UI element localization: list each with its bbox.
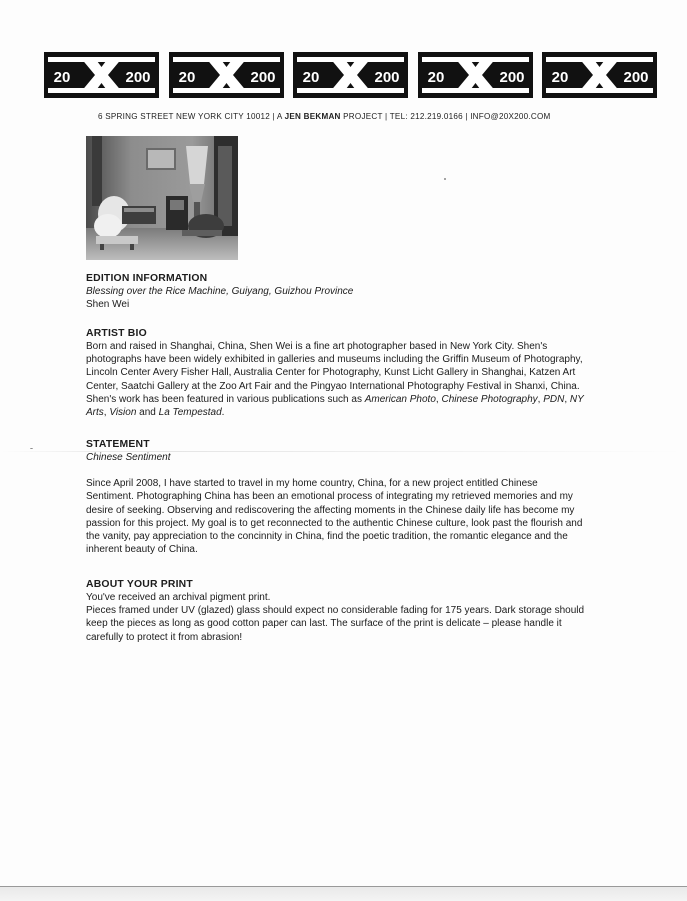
publication-name: American Photo xyxy=(364,393,436,405)
bio-line xyxy=(86,393,606,406)
svg-text:200: 200 xyxy=(374,69,400,86)
statement-heading: STATEMENT xyxy=(86,439,150,450)
contact-address xyxy=(98,112,598,121)
publication-name: Vision xyxy=(109,407,137,419)
statement-line: passion for this project. My goal is to get reconnected to the authentic Chinese culture, look past the flourish and xyxy=(86,517,583,529)
statement-section xyxy=(86,438,606,556)
statement-line: inherent beauty of China. xyxy=(86,544,198,556)
scan-speck xyxy=(30,448,33,449)
separator: , xyxy=(103,407,110,419)
edition-artist: Shen Wei xyxy=(86,299,130,311)
scan-speck xyxy=(444,178,446,180)
print-line: Pieces framed under UV (glazed) glass should expect no considerable fading for 175 years. Dark storage should xyxy=(86,605,585,617)
separator: . xyxy=(221,407,225,419)
brand-logo xyxy=(542,52,657,98)
bio-line: photographs have been widely exhibited in galleries and museums including the Griffin Museum of Photography, xyxy=(86,354,583,366)
statement-line: the vanity, pay appreciation to the concinnity in China, find the poetic tradition, the romantic elegance and the xyxy=(86,531,568,543)
publication-name: Arts xyxy=(86,407,104,419)
statement-line: Sentiment. Photographing China has been an emotional process of integrating my retrieved memories and my xyxy=(86,491,573,503)
svg-text:200: 200 xyxy=(125,69,151,86)
edition-heading: EDITION INFORMATION xyxy=(86,273,208,284)
edition-information-section xyxy=(86,272,606,311)
separator: , xyxy=(537,393,544,405)
artwork-photo-image xyxy=(86,136,238,260)
svg-text:20: 20 xyxy=(551,69,569,86)
about-print-section xyxy=(86,578,606,644)
separator: , xyxy=(435,393,442,405)
brand-logo xyxy=(169,52,284,98)
bio-line: Lincoln Center Avery Fisher Hall, Australia Center for Photography, Kunst Licht Gallery in Shanghai, Katzen Art xyxy=(86,367,576,379)
publication-name: La Tempestad xyxy=(158,407,222,419)
svg-text:20: 20 xyxy=(178,69,195,86)
paper-fold-line xyxy=(0,451,687,452)
separator: and xyxy=(136,407,159,419)
artwork-photo xyxy=(86,136,238,260)
svg-text:200: 200 xyxy=(498,69,525,86)
address-brand: JEN BEKMAN xyxy=(284,112,341,121)
print-heading: ABOUT YOUR PRINT xyxy=(86,579,193,590)
bio-line xyxy=(86,406,606,419)
artist-bio-section xyxy=(86,327,606,419)
statement-subtitle: Chinese Sentiment xyxy=(86,452,171,463)
print-line: keep the pieces as long as good cotton paper can last. The surface of the print is delicate – please handle it xyxy=(86,618,562,630)
x-logo-icon xyxy=(542,52,657,98)
svg-text:200: 200 xyxy=(249,69,276,86)
brand-logo xyxy=(44,52,159,98)
brand-logo xyxy=(293,52,408,98)
scan-bottom-edge xyxy=(0,886,687,901)
bio-text: Shen's work has been featured in various publications such as xyxy=(86,393,365,405)
svg-text:200: 200 xyxy=(623,69,649,86)
svg-text:20: 20 xyxy=(427,69,444,86)
edition-title: Blessing over the Rice Machine, Guiyang, Guizhou Province xyxy=(86,286,354,297)
address-prefix: 6 SPRING STREET NEW YORK CITY 10012 | A xyxy=(98,112,285,121)
brand-logo xyxy=(418,52,533,98)
x-logo-icon xyxy=(44,52,159,98)
publication-name: PDN xyxy=(543,393,565,405)
x-logo-icon xyxy=(418,52,533,98)
bio-line: Center, Saatchi Gallery at the Zoo Art Fair and the Pingyao International Photography Festival in Shanxi, China. xyxy=(86,380,580,392)
svg-text:20: 20 xyxy=(302,69,320,86)
publication-name: NY xyxy=(569,393,584,405)
bio-heading: ARTIST BIO xyxy=(86,328,147,339)
print-line: carefully to protect it from abrasion! xyxy=(86,631,243,643)
logo-row xyxy=(44,52,657,98)
print-line: You've received an archival pigment print. xyxy=(86,592,271,603)
x-logo-icon xyxy=(293,52,408,98)
x-logo-icon xyxy=(169,52,284,98)
address-suffix: PROJECT | TEL: 212.219.0166 | INFO@20X200.COM xyxy=(340,112,551,121)
statement-line: Since April 2008, I have started to travel in my home country, China, for a new project entitled Chinese xyxy=(86,478,538,490)
separator: , xyxy=(564,393,570,405)
statement-line: desire of seeking. Observing and rediscovering the affecting moments in the Chinese daily life has become my xyxy=(86,504,575,516)
svg-text:20: 20 xyxy=(53,69,71,86)
publication-name: Chinese Photography xyxy=(441,393,538,405)
bio-line: Born and raised in Shanghai, China, Shen Wei is a fine art photographer based in New York City. Shen's xyxy=(86,341,548,352)
